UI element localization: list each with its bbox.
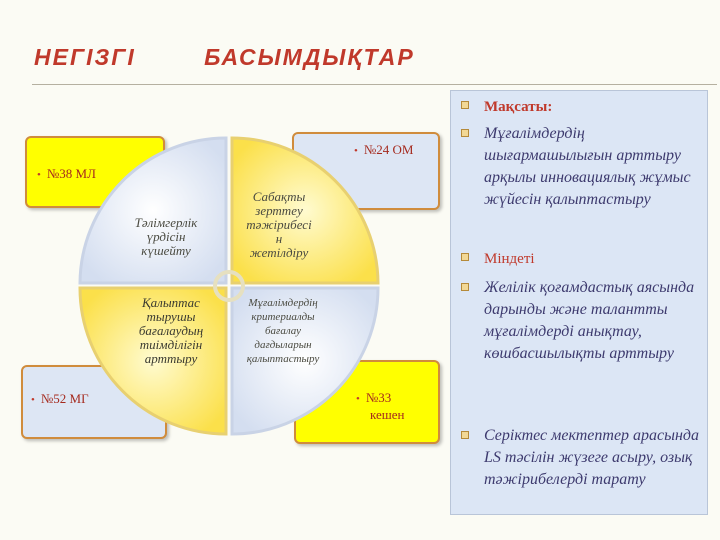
wheel-text-criteria-assessment: Мұғалімдердің критериалды бағалау дағдыларын қалыптастыру xyxy=(246,297,320,365)
square-bullet-icon xyxy=(461,129,469,137)
bullet-icon: • xyxy=(31,394,35,406)
goal-text-item xyxy=(461,123,701,211)
priority-wheel xyxy=(76,136,390,436)
bullet-icon: • xyxy=(37,169,41,181)
square-bullet-icon xyxy=(461,101,469,109)
bullet-icon: • xyxy=(354,145,358,157)
bullet-icon: • xyxy=(356,393,360,405)
square-bullet-icon xyxy=(461,283,469,291)
school-label-33-num: №33 xyxy=(365,390,392,405)
task-heading: Міндеті xyxy=(484,251,535,267)
school-label-52: №52 МГ xyxy=(40,391,89,406)
goal-heading-item xyxy=(461,99,701,116)
goal-text: Мұғалімдердің шығармашылығын арттыру арқылы инновациялық жұмыс жүйесін қалыптастыру xyxy=(484,125,691,208)
school-label-33-type: кешен xyxy=(370,407,405,422)
task-text-1: Желілік қоғамдастық аясында дарынды және талантты мұғалімдерді анықтау, көшбасшылықты арттыру xyxy=(484,279,695,362)
goal-heading: Мақсаты: xyxy=(484,99,553,115)
wheel-text-mentoring: Тәлімгерлік үрдісін күшейту xyxy=(134,215,198,258)
school-label-38: №38 МЛ xyxy=(46,166,96,181)
task-item-1 xyxy=(461,277,701,365)
wheel-segment-tl xyxy=(80,138,226,283)
square-bullet-icon xyxy=(461,431,469,439)
school-label-24: №24 ОМ xyxy=(363,142,414,157)
task-text-2: Серіктес мектептер арасында LS тәсілін жүзеге асыру, озық тәжірибелерді тарату xyxy=(484,427,700,488)
square-bullet-icon xyxy=(461,253,469,261)
task-item-2 xyxy=(461,425,701,491)
wheel-text-formative-assessment: Қалыптас тырушы бағалаудың тиімділігін арттыру xyxy=(138,295,204,366)
wheel-graphic xyxy=(76,136,390,436)
title-word-2: БАСЫМДЫҚТАР xyxy=(204,44,415,70)
title-divider xyxy=(32,84,717,85)
slide-title xyxy=(34,44,415,71)
goals-panel xyxy=(450,90,708,515)
title-word-1: НЕГІЗГІ xyxy=(34,44,136,70)
wheel-text-lesson-study: Сабақты зерттеу тәжірибесі н жетілдіру xyxy=(246,189,312,260)
task-heading-item xyxy=(461,251,701,268)
